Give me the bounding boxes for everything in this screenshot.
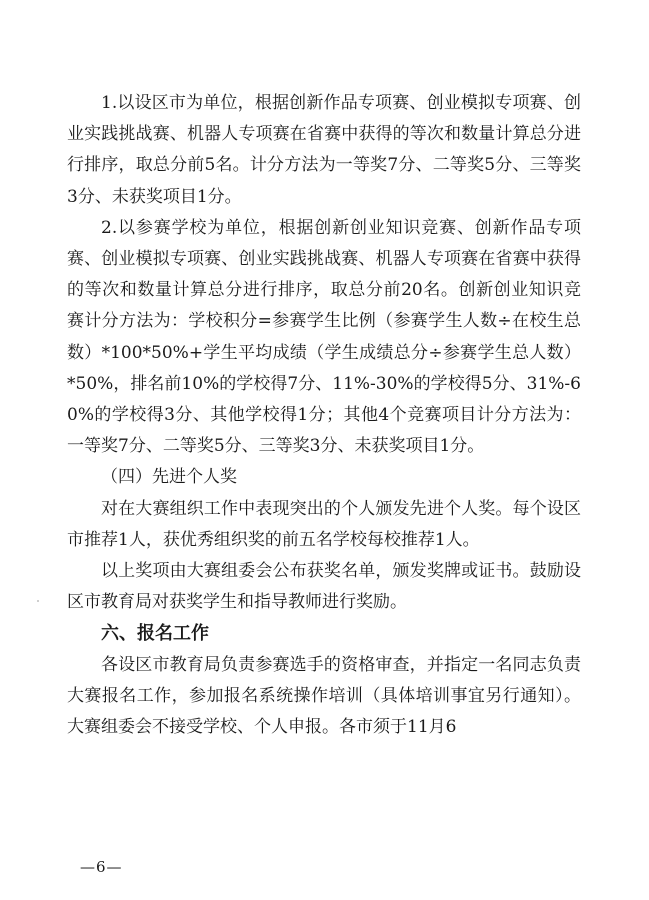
body-text — [67, 88, 581, 743]
paragraph-registration: 各设区市教育局负责参赛选手的资格审查，并指定一名同志负责大赛报名工作，参加报名系统操作培训（具体培训事宜另行通知）。大赛组委会不接受学校、个人申报。各市须于11月6 — [67, 654, 581, 738]
paragraph-county-ranking: 1.以设区市为单位，根据创新作品专项赛、创业模拟专项赛、创业实践挑战赛、机器人专项赛在省赛中获得的等次和数量计算总分进行排序，取总分前5名。计分方法为一等奖7分、二等奖5分、三等奖3分、未获奖项目1分。 — [67, 93, 581, 207]
paragraph-individual-award: 对在大赛组织工作中表现突出的个人颁发先进个人奖。每个设区市推荐1人，获优秀组织奖的前五名学校每校推荐1人。 — [67, 498, 581, 550]
page-number: —6— — [80, 858, 123, 876]
heading-registration: 六、报名工作 — [101, 623, 209, 645]
paragraph-award-announcement: 以上奖项由大赛组委会公布获奖名单，颁发奖牌或证书。鼓励设区市教育局对获奖学生和指导教师进行奖励。 — [67, 561, 581, 613]
margin-mark — [37, 600, 39, 602]
subheading-advanced-individual-award: （四）先进个人奖 — [101, 467, 237, 488]
paragraph-school-ranking: 2.以参赛学校为单位，根据创新创业知识竞赛、创新作品专项赛、创业模拟专项赛、创业实践挑战赛、机器人专项赛在省赛中获得的等次和数量计算总分进行排序，取总分前20名。创新创业知识竞赛计分方法为：学校积分=参赛学生比例（参赛学生人数÷在校生总数）*100*50%+学生平均成绩（学生成绩总分÷参赛学生总人数）*50%，排名前10%的学校得7分、11%-30%的学校得5分、31%-60%的学校得3分、其他学校得1分；其他4个竞赛项目计分方法为：一等奖7分、二等奖5分、三等奖3分、未获奖项目1分。 — [67, 217, 581, 457]
